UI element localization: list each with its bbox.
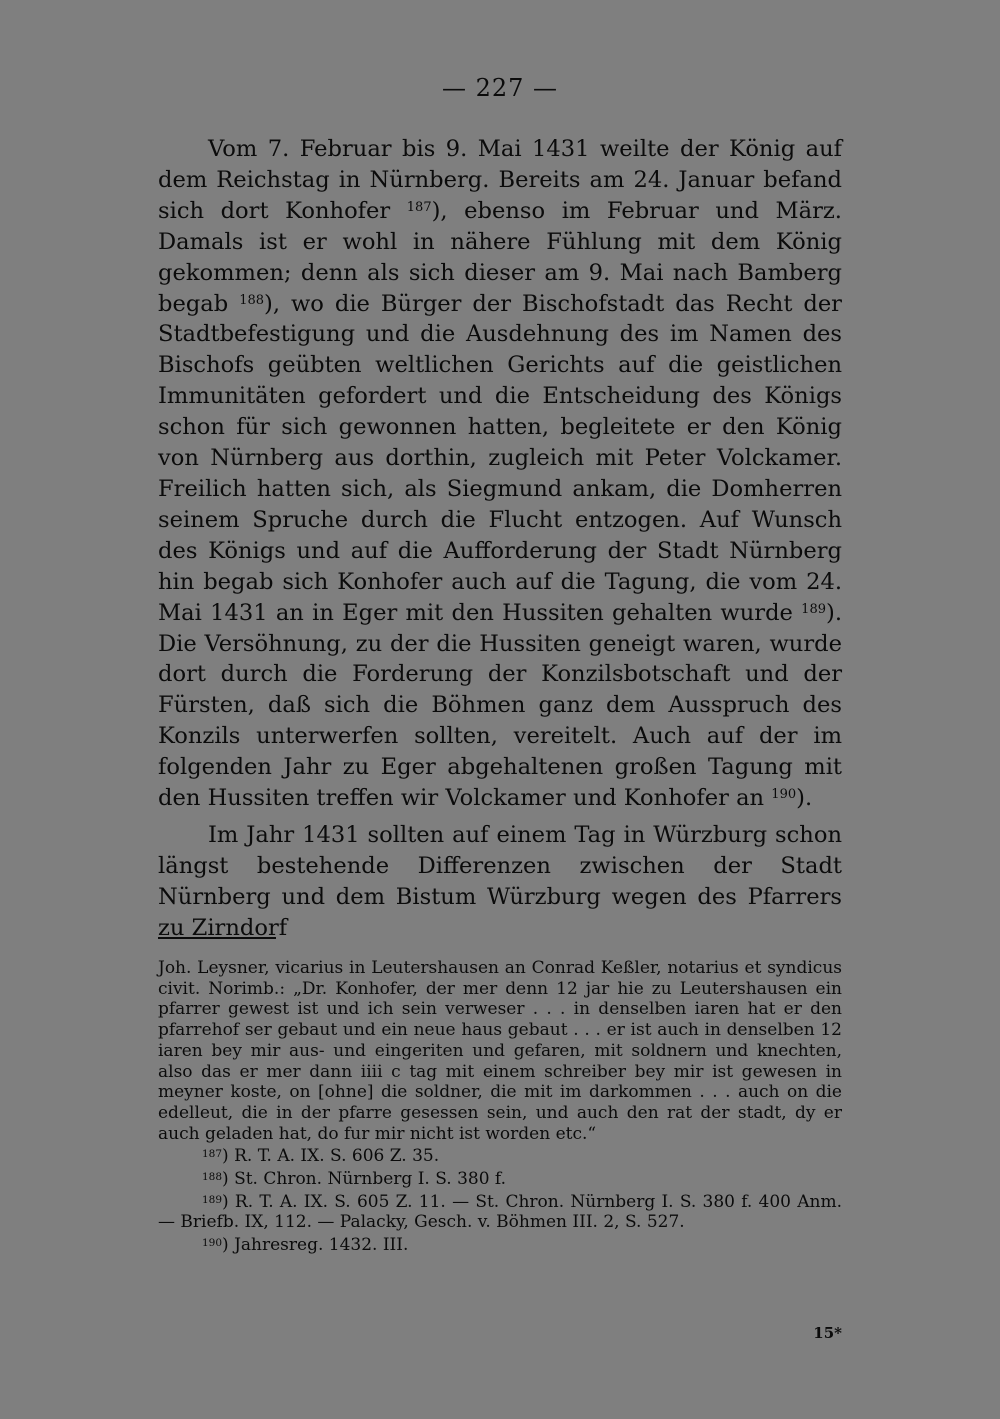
- footnote-item: [158, 1192, 842, 1233]
- footnote-reference: 189: [801, 601, 826, 617]
- paragraph-text: ), wo die Bürger der Bischofstadt das Recht der Stadtbefestigung und die Ausdehnung des im Namen des Bischofs geübten weltlichen Gerichts auf die geistlichen Immunitäten gefordert und die Entscheidung des Königs schon für sich gewonnen hatten, begleitete er den König von Nürnberg aus dorthin, zugleich mit Peter Volckamer. Freilich hatten sich, als Siegmund ankam, die Domherren seinem Spruche durch die Flucht entzogen. Auf Wunsch des Königs und auf die Aufforderung der Stadt Nürnberg hin begab sich Konhofer auch auf die Tagung, die vom 24. Mai 1431 an in Eger mit den Hussiten gehalten wurde: [158, 290, 842, 626]
- footnote-number: 189: [202, 1193, 223, 1206]
- paragraph: [158, 134, 842, 814]
- paragraph: [158, 820, 842, 944]
- paragraph-text: Vom 7. Februar bis 9. Mai 1431 weilte der König auf dem Reichstag in Nürnberg. Bereits am 24. Januar befand sich dort Konhofer: [158, 136, 842, 224]
- footnote-item: [158, 1169, 842, 1190]
- footnote-text: ) St. Chron. Nürnberg I. S. 380 f.: [222, 1169, 507, 1190]
- paragraph-text: ). Die Versöhnung, zu der die Hussiten geneigt waren, wurde dort durch die Forderung der Konzilsbotschaft und der Fürsten, daß sich die Böhmen ganz dem Ausspruch des Konzils unterwerfen sollten, vereitelt. Auch auf der im folgenden Jahr zu Eger abgehaltenen großen Tagung mit den Hussiten treffen wir Volckamer und Konhofer an: [158, 599, 842, 812]
- footnote-text: ) R. T. A. IX. S. 606 Z. 35.: [222, 1146, 440, 1167]
- page-number: — 227 —: [441, 74, 559, 102]
- footnote-continuation: Joh. Leysner, vicarius in Leutershausen an Conrad Keßler, notarius et syndicus civit. Norimb.: „Dr. Konhofer, der mer denn 12 jar hie zu Leutershausen ein pfarrer gewest ist und ich sein verweser . . . in denselben iaren hat er den pfarrehof ser gebaut und ein neue haus gebaut . . . er ist auch in denselben 12 iaren bey mir aus- und eingeriten und gefaren, mit soldnern und knechten, also das er mer dann iiii c tag mit einem schreiber bey mir ist gewesen in meyner koste, on [ohne] die soldner, die mit im darkommen . . . auch on die edelleut, die in der pfarre gesessen sein, und auch den rat der stadt, dy er auch geladen hat, do fur mir nicht ist worden etc.“: [158, 958, 842, 1144]
- footnote-number: 190: [202, 1237, 223, 1250]
- footnote-item: [158, 1146, 842, 1167]
- footnote-number: 187: [202, 1148, 223, 1161]
- footnote-item: [158, 1235, 842, 1256]
- footnote-separator: [158, 937, 276, 939]
- paragraph-text: Im Jahr 1431 sollten auf einem Tag in Würzburg schon längst bestehende Differenzen zwischen der Stadt Nürnberg und dem Bistum Würzburg wegen des Pfarrers zu Zirndorf: [158, 821, 842, 941]
- footnote-number: 188: [202, 1171, 223, 1184]
- paragraph-text: ), ebenso im Februar und März. Damals ist er wohl in nähere Fühlung mit dem König gekommen; denn als sich dieser am 9. Mai nach Bamberg begab: [158, 197, 842, 317]
- footnote-reference: 188: [239, 292, 265, 308]
- footnote-text: ) R. T. A. IX. S. 605 Z. 11. — St. Chron. Nürnberg I. S. 380 f. 400 Anm. — Briefb. IX, 112. — Palacky, Gesch. v. Böhmen III. 2, S. 527.: [158, 1191, 842, 1233]
- footnote-reference: 187: [406, 199, 432, 215]
- footnote-text: ) Jahresreg. 1432. III.: [222, 1235, 409, 1256]
- paragraph-text: ).: [796, 785, 813, 812]
- printer-signature: 15*: [813, 1324, 842, 1342]
- footnotes: [158, 958, 842, 1256]
- footnote-reference: 190: [771, 787, 797, 803]
- main-text: [158, 134, 842, 944]
